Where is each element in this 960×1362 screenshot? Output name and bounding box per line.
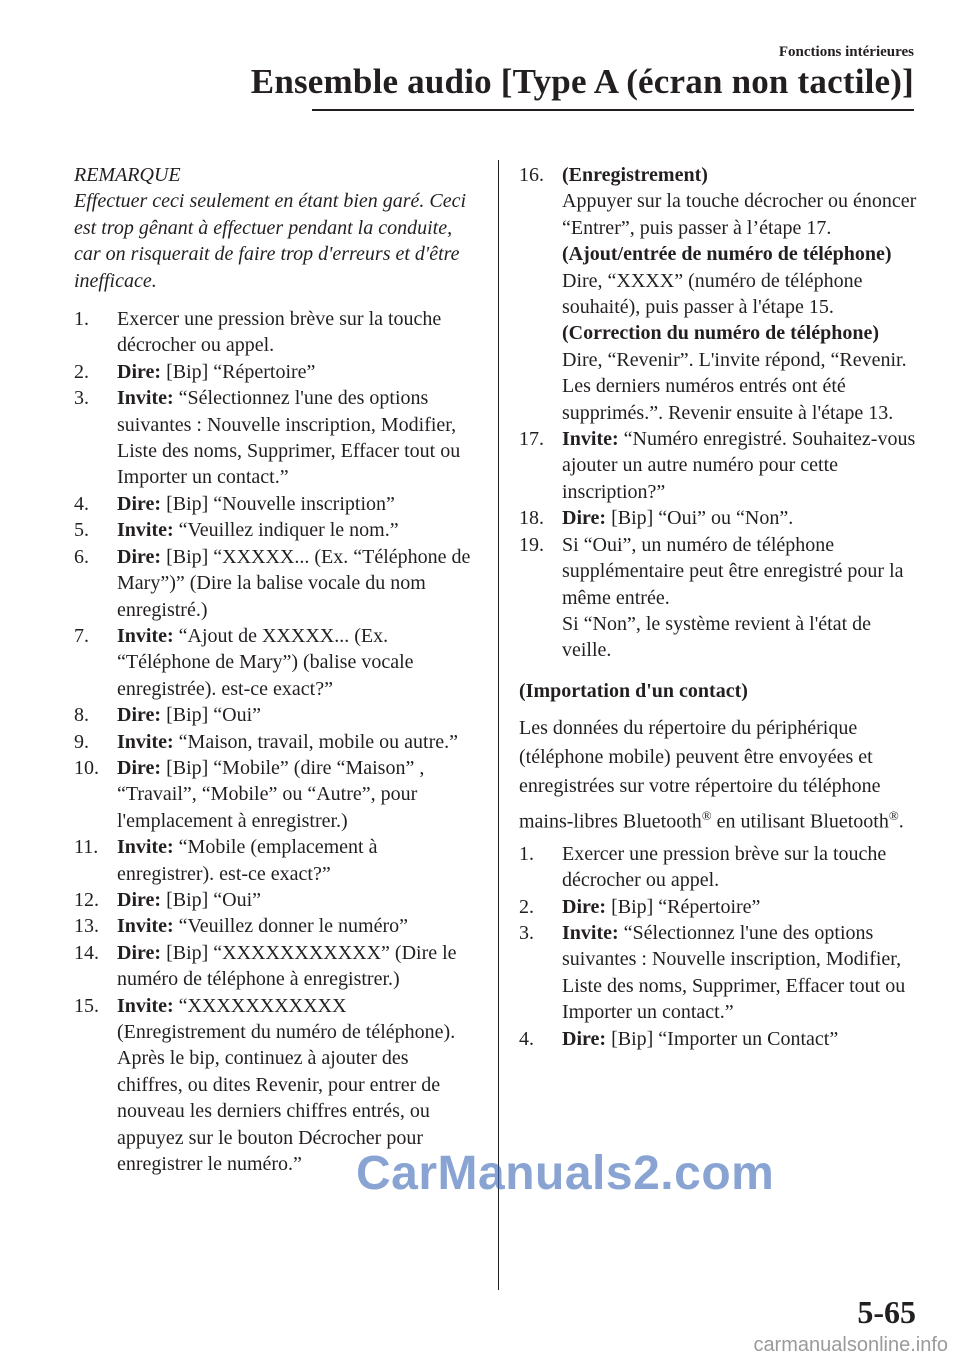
- step16-head-1: (Enregistrement): [562, 164, 708, 186]
- step-text: “Numéro enregistré. Souhaitez-vous ajouter un autre numéro pour cette inscription?”: [562, 428, 916, 503]
- step-list-right: [519, 162, 919, 426]
- step-number: 15.: [74, 994, 99, 1017]
- step-number: 13.: [74, 915, 99, 938]
- step-item: [74, 834, 474, 887]
- right-column: [519, 162, 919, 1052]
- step-label: Invite:: [117, 387, 174, 410]
- step-number: 18.: [519, 507, 544, 530]
- step-text: “Sélectionnez l'une des options suivantes : Nouvelle inscription, Modifier, Liste des noms, Supprimer, Effacer tout ou Importer un contact.”: [117, 387, 461, 489]
- import-paragraph-part-2: en utilisant Bluetooth: [711, 810, 889, 833]
- step16-head-2: (Ajout/entrée de numéro de téléphone): [562, 243, 892, 266]
- step-item: [74, 359, 474, 385]
- step-number: 4.: [74, 492, 89, 515]
- left-column: [74, 162, 474, 1177]
- step-item: [519, 841, 919, 894]
- import-paragraph: [519, 714, 919, 837]
- registered-mark: ®: [888, 808, 899, 824]
- step-item: [74, 940, 474, 993]
- step-label: Dire:: [562, 1027, 607, 1050]
- step-number: 12.: [74, 888, 99, 911]
- step-number: 8.: [74, 704, 89, 727]
- step-number: 17.: [519, 428, 544, 451]
- step-label: Dire:: [562, 895, 607, 918]
- step-text: “XXXXXXXXXXX (Enregistrement du numéro de téléphone). Après le bip, continuez à ajouter des chiffres, ou dites Revenir, pour entrer de nouveau les derniers chiffres entrés, ou appuyez sur le bouton Décrocher pour enregistrer le numéro.”: [117, 994, 456, 1176]
- step-text: [Bip] “Oui”: [166, 888, 262, 911]
- note-title: REMARQUE: [74, 164, 181, 186]
- step-item: [519, 1026, 919, 1052]
- step-item: [519, 426, 919, 505]
- step-label: Invite:: [117, 915, 174, 938]
- step-number: 7.: [74, 624, 89, 647]
- step-item: [74, 491, 474, 517]
- page-title: Ensemble audio [Type A (écran non tactile)]: [250, 62, 914, 101]
- step-number: 4.: [519, 1027, 534, 1050]
- step-text: Exercer une pression brève sur la touche décrocher ou appel.: [117, 308, 442, 357]
- note-text: Effectuer ceci seulement en étant bien garé. Ceci est trop gênant à effectuer pendant la conduite, car on risquerait de faire trop d'erreurs et d'être inefficace.: [74, 190, 467, 292]
- step-text: “Mobile (emplacement à enregistrer). est-ce exact?”: [117, 836, 378, 885]
- step-item: [519, 920, 919, 1026]
- step-text: [Bip] “XXXXXXXXXXX” (Dire le numéro de téléphone à enregistrer.): [117, 941, 457, 991]
- step-item: [519, 894, 919, 920]
- step-number: 3.: [74, 387, 89, 410]
- step-number: 14.: [74, 941, 99, 964]
- step19-text-2: Si “Non”, le système revient à l'état de veille.: [562, 612, 872, 662]
- step-text: Exercer une pression brève sur la touche décrocher ou appel.: [562, 842, 887, 892]
- step-item: [74, 544, 474, 623]
- step-item: [74, 755, 474, 834]
- step-label: Invite:: [562, 428, 619, 451]
- step-item: [74, 385, 474, 491]
- step-item: [74, 913, 474, 939]
- step-number: 1.: [519, 842, 534, 865]
- step-label: Invite:: [117, 836, 174, 859]
- step-text: “Sélectionnez l'une des options suivantes : Nouvelle inscription, Modifier, Liste des noms, Supprimer, Effacer tout ou Importer un contact.”: [562, 922, 906, 1024]
- import-paragraph-part-1: Les données du répertoire du périphérique (téléphone mobile) peuvent être envoyées et enregistrées sur votre répertoire du téléphone mains-libres Bluetooth: [519, 717, 881, 833]
- step-number: 10.: [74, 756, 99, 779]
- step19-text-1: Si “Oui”, un numéro de téléphone supplémentaire peut être enregistré pour la même entrée.: [562, 533, 904, 609]
- step-list-right-2: [519, 426, 919, 532]
- page-number: 5-65: [857, 1294, 916, 1330]
- step-19: [519, 532, 919, 664]
- step-number: 9.: [74, 730, 89, 753]
- step-16: [519, 162, 919, 426]
- step-item: [74, 517, 474, 543]
- step-item: [519, 505, 919, 531]
- step-item: [74, 702, 474, 728]
- step-item: [74, 887, 474, 913]
- step-text: [Bip] “Oui”: [166, 704, 262, 727]
- step16-text-3: Dire, “Revenir”. L'invite répond, “Revenir. Les derniers numéros entrés ont été supprimés.”. Revenir ensuite à l'étape 13.: [562, 348, 907, 424]
- step16-text-1: Appuyer sur la touche décrocher ou énoncer “Entrer”, puis passer à l’étape 17.: [562, 190, 917, 239]
- step-text: [Bip] “Oui” ou “Non”.: [611, 507, 794, 530]
- step-label: Dire:: [117, 888, 162, 911]
- step-text: “Veuillez donner le numéro”: [178, 915, 409, 938]
- import-section-title: (Importation d'un contact): [519, 679, 748, 702]
- step-label: Invite:: [117, 624, 174, 647]
- step-text: [Bip] “Répertoire”: [611, 895, 761, 918]
- step-number: 19.: [519, 533, 544, 556]
- step16-head-3: (Correction du numéro de téléphone): [562, 322, 880, 345]
- step-text: [Bip] “Importer un Contact”: [611, 1027, 839, 1050]
- step-text: “Maison, travail, mobile ou autre.”: [178, 730, 459, 753]
- step-label: Dire:: [117, 704, 162, 727]
- step-list-left: [74, 306, 474, 1177]
- step-number: 1.: [74, 308, 89, 331]
- footer-site-link[interactable]: carmanualsonline.info: [753, 1334, 948, 1356]
- step-text: “Ajout de XXXXX... (Ex. “Téléphone de Mary”) (balise vocale enregistrée). est-ce exact?”: [117, 624, 414, 700]
- step-number: 6.: [74, 545, 89, 568]
- step-number: 3.: [519, 922, 534, 944]
- step-item: [74, 729, 474, 755]
- registered-mark: ®: [701, 808, 712, 824]
- step-label: Dire:: [117, 545, 162, 568]
- step-item: [74, 623, 474, 702]
- step-text: [Bip] “Nouvelle inscription”: [166, 492, 395, 515]
- import-step-list: [519, 841, 919, 1052]
- step16-text-2: Dire, “XXXX” (numéro de téléphone souhaité), puis passer à l'étape 15.: [562, 269, 863, 319]
- step-text: “Veuillez indiquer le nom.”: [178, 519, 399, 542]
- step-label: Dire:: [562, 507, 607, 530]
- step-label: Invite:: [117, 994, 174, 1017]
- step-label: Dire:: [117, 756, 162, 779]
- step-number: 11.: [74, 836, 99, 859]
- step-number: 5.: [74, 519, 89, 542]
- step-list-right-3: [519, 532, 919, 664]
- step-label: Dire:: [117, 492, 162, 515]
- step-text: [Bip] “Répertoire”: [166, 360, 316, 383]
- step-number: 16.: [519, 164, 544, 186]
- step-item: [74, 306, 474, 359]
- step-text: [Bip] “Mobile” (dire “Maison” , “Travail”, “Mobile” ou “Autre”, pour l'emplacement à enregistrer.): [117, 756, 425, 832]
- column-divider: [498, 160, 499, 1290]
- import-paragraph-part-3: .: [898, 810, 904, 833]
- step-label: Dire:: [117, 360, 162, 383]
- header-section-label: Fonctions intérieures: [778, 44, 914, 60]
- step-label: Invite:: [117, 730, 174, 753]
- header-rule: [312, 109, 914, 111]
- step-label: Dire:: [117, 941, 162, 964]
- step-number: 2.: [74, 360, 89, 383]
- step-label: Invite:: [117, 519, 174, 542]
- step-number: 2.: [519, 895, 534, 918]
- watermark-logo: CarManuals2.com: [356, 1147, 775, 1200]
- step-text: [Bip] “XXXXX... (Ex. “Téléphone de Mary”)” (Dire la balise vocale du nom enregistré.): [117, 545, 471, 621]
- step-label: Invite:: [562, 922, 619, 944]
